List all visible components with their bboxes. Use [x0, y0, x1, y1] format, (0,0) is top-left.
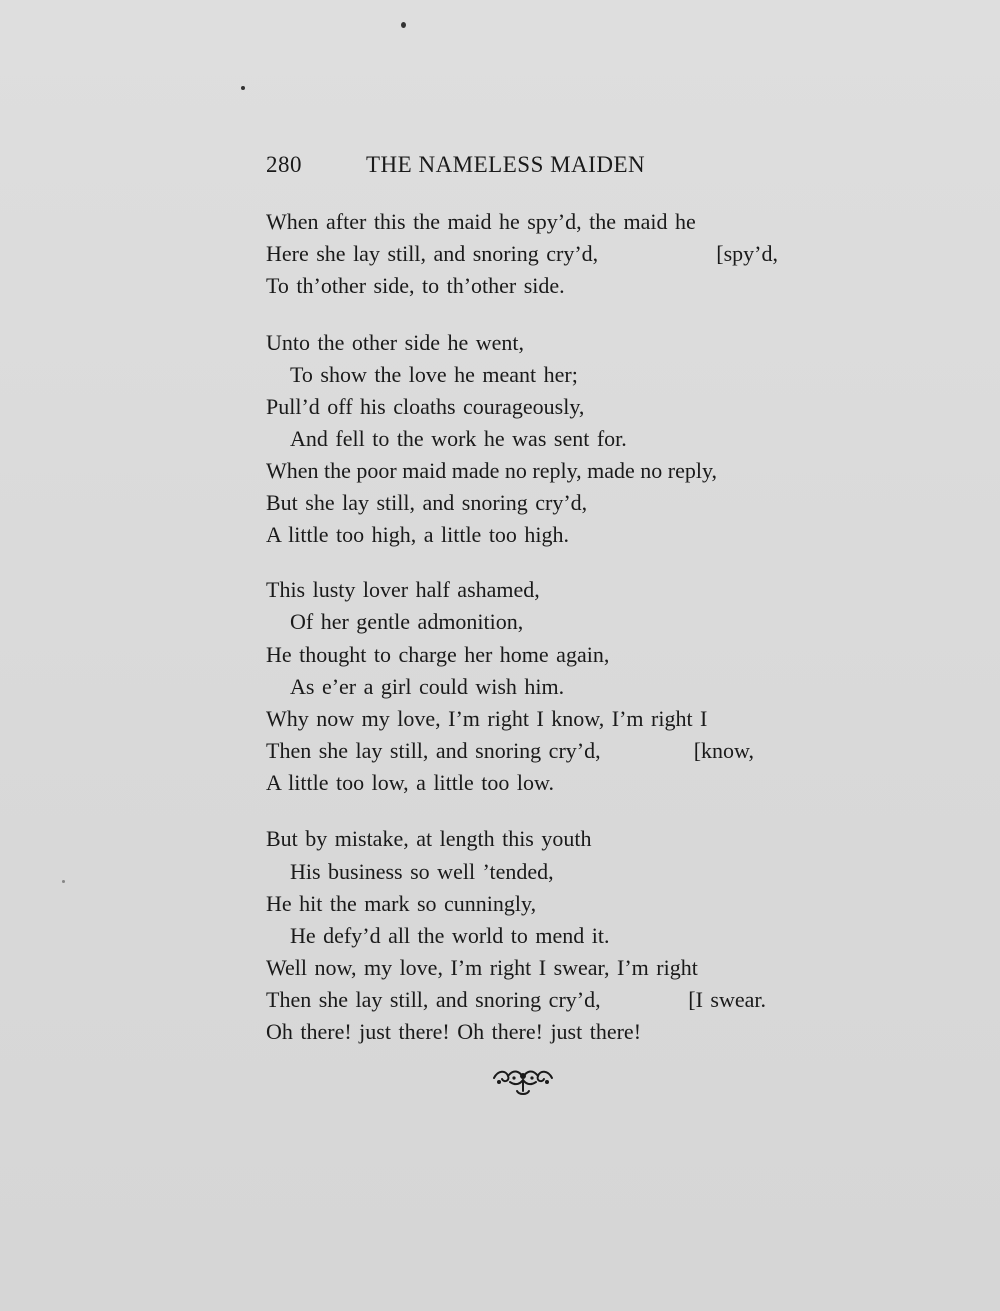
ink-speck: [241, 86, 245, 90]
ink-speck: [62, 880, 65, 883]
turnover-text: [I swear.: [688, 987, 766, 1012]
poem-line-text: Then she lay still, and snoring cry’d,: [266, 738, 601, 763]
poem-line: But she lay still, and snoring cry’d,: [266, 490, 588, 515]
poem-line: Pull’d off his cloaths courageously,: [266, 394, 585, 419]
poem-line-with-turnover: [266, 240, 778, 268]
poem-line: When the poor maid made no reply, made no reply,: [266, 458, 718, 483]
poem-line-text: Then she lay still, and snoring cry’d,: [266, 987, 601, 1012]
poem-line: He defy’d all the world to mend it.: [290, 923, 610, 948]
poem-line: A little too low, a little too low.: [266, 770, 554, 795]
poem-line: As e’er a girl could wish him.: [290, 674, 565, 699]
poem-line: He hit the mark so cunningly,: [266, 891, 537, 916]
poem-line-with-turnover: [266, 986, 766, 1014]
poem-line: And fell to the work he was sent for.: [290, 426, 627, 451]
turnover-text: [know,: [693, 738, 754, 763]
running-header: [266, 152, 786, 184]
poem-line: Of her gentle admonition,: [290, 609, 524, 634]
turnover-text: [spy’d,: [716, 241, 778, 266]
poem-line: To th’other side, to th’other side.: [266, 273, 565, 298]
ink-speck: [401, 22, 406, 28]
poem-line: When after this the maid he spy’d, the maid he: [266, 209, 696, 234]
poem-line: This lusty lover half ashamed,: [266, 577, 540, 602]
poem-line-text: Here she lay still, and snoring cry’d,: [266, 241, 599, 266]
page-number: 280: [266, 152, 302, 177]
running-title: THE NAMELESS MAIDEN: [366, 152, 646, 177]
poem-line: Unto the other side he went,: [266, 330, 525, 355]
poem-line: A little too high, a little too high.: [266, 522, 570, 547]
poem-line: Why now my love, I’m right I know, I’m right I: [266, 706, 708, 731]
poem-line: But by mistake, at length this youth: [266, 826, 592, 851]
poem-line-with-turnover: [266, 737, 754, 765]
poem-line: His business so well ’tended,: [290, 859, 554, 884]
poem-line: He thought to charge her home again,: [266, 642, 610, 667]
fleuron-ornament-icon: [490, 1064, 556, 1098]
poem-line: To show the love he meant her;: [290, 362, 578, 387]
poem-line: Oh there! just there! Oh there! just there!: [266, 1019, 642, 1044]
poem-line: Well now, my love, I’m right I swear, I’m right: [266, 955, 698, 980]
